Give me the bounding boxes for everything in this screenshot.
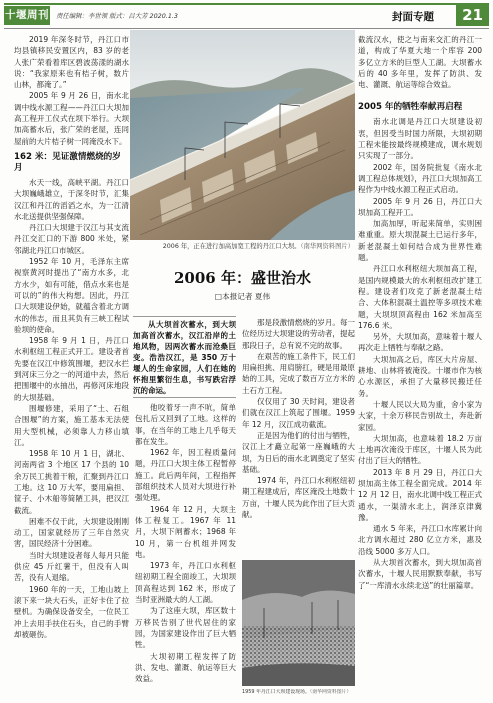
right-paragraph: 南水北调是丹江口大坝建设初衷，但因受当时国力所限，大坝初期工程未能按最终规模建成，调水规划只实现了一部分。: [358, 117, 482, 161]
right-paragraph: 截流汉水，使之与南来交汇的丹江一道，构成了华夏大地一个库容 200 多亿立方米的巨型人工湖。大坝蓄水后的 40 多年里，发挥了防洪、发电、灌溉、航运等综合效益。: [358, 35, 482, 90]
middle-left-column: [135, 402, 236, 684]
editor-credits: 责任编辑：李世领 版式：吕大芳 2020.1.3: [56, 12, 178, 20]
bottom-photo-credit: （南华网资料图片）: [309, 689, 352, 695]
bottom-photo-caption-text: 1959 年丹江口大坝建设现场。: [242, 689, 310, 695]
historic-construction-photo: [242, 560, 355, 686]
lead-summary-box: [133, 316, 236, 398]
left-paragraph: 1952 年 10 月，毛泽东主席视察黄河时提出了“南方水多，北方水少，如有可能，借点水来也是可以的”的伟大构想。因此，丹江口大坝建设伊始，就蕴含着北方调水的伟志，而且其负有三峡工程试验坝的使命。: [14, 257, 129, 334]
right-subheading: 2005 年的牺牲奉献再启程: [358, 102, 463, 113]
header-bottom-rule: [4, 28, 489, 29]
left-paragraph: 丹江口大坝建于汉江与其支流丹江交汇口的下游 800 米处，紧邻湖北丹江口市城区。: [14, 223, 129, 255]
right-paragraph: 另外，大坝加高，意味着十堰人再次走上牺牲与奉献之路。: [358, 332, 482, 353]
right-paragraph: 加高加厚，听起来简单，实则困难重重。原大坝混凝土已运行多年，新老混凝土如何结合成为世界性难题。: [358, 219, 482, 263]
right-paragraph: 丹江口水利枢纽大坝加高工程，是国内规模最大的水利枢纽改扩建工程。建设者们攻克了新老混凝土结合、大体积混凝土温控等多项技术难题，大坝坝顶高程由 162 米加高至 176.6 米。: [358, 264, 482, 330]
top-photo-caption: [140, 243, 354, 251]
right-paragraph: 大坝加高，也意味着 18.2 万亩土地再次淹没于库区，十堰人民为此付出了巨大的牺牲。: [358, 433, 482, 466]
dam-photo-illustration: [130, 30, 355, 240]
middle-left-paragraph: 1973 年，丹江口水利枢纽初期工程全面竣工，大坝坝顶高程达到 162 米，形成了当时亚洲最大的人工湖。: [135, 561, 236, 605]
section-masthead: 十堰周刊: [4, 6, 50, 25]
left-column-intro: [14, 34, 129, 147]
header-top-rule: [4, 3, 489, 5]
article-title: 2006 年：盛世治水: [174, 269, 311, 287]
middle-left-paragraph: 1964 年 12 月，大坝主体工程复工。1967 年 11 月，大坝下闸蓄水；1968 年 10 月，第一台机组并网发电。: [135, 504, 236, 559]
right-paragraph: 十堰人民以大局为重，舍小家为大家，十余万移民告别故土，奔赴新家园。: [358, 399, 482, 432]
top-photo-credit: （南华网资料图片）: [300, 243, 354, 250]
left-column: [14, 34, 129, 640]
right-paragraph: 通水 5 年来，丹江口水库累计向北方调水超过 280 亿立方米，惠及沿线 5000 多万人口。: [358, 524, 482, 556]
right-paragraph: 大坝加高之后，库区大片房屋、耕地、山林将被淹没。十堰市作为核心水源区，承担了大量移民搬迁任务。: [358, 354, 482, 398]
article-byline: □本报记者 夏伟: [214, 292, 271, 301]
bottom-photo-caption: [242, 689, 355, 696]
foreground-earth: [242, 663, 355, 686]
middle-left-paragraph: 他咬着牙一声不吭，简单包扎后又回到了工地。这样的事，在当年的工地上几乎每天都在发生。: [135, 403, 236, 446]
right-column-intro: [358, 34, 482, 90]
left-column-body: [14, 177, 129, 640]
right-column: [358, 34, 482, 591]
middle-right-paragraph: 那是段激情燃烧的岁月。每一位经历过大坝建设的劳动者，提起那段日子，总有说不完的故事。: [242, 318, 355, 350]
middle-left-paragraph: 1962 年，因工程质量问题，丹江口大坝主体工程暂停施工。此后两年间，工程指挥部组织技术人员对大坝进行补强处理。: [135, 448, 236, 503]
middle-right-paragraph: 仅仅用了 30 天时间，建设者们就在汉江上筑起了围堰。1959 年 12 月，汉江成功截流。: [242, 397, 355, 429]
middle-left-paragraph: 大坝初期工程发挥了防洪、发电、灌溉、航运等巨大效益。: [135, 651, 236, 684]
left-subheading: 162 米：见证激情燃烧的岁月: [14, 151, 121, 173]
right-column-body: [358, 116, 482, 590]
middle-right-paragraph: 在艰苦的施工条件下，民工们用扁担挑、用肩膀扛，硬是用最原始的工具，完成了数百万立方米的土石方工程。: [242, 351, 355, 395]
middle-right-paragraph: 1974 年，丹江口水利枢纽初期工程建成后，库区淹没土地数十万亩，十堰人民为此作出了巨大贡献。: [242, 476, 355, 520]
left-paragraph: 2005 年 9 月 26 日，南水北调中线水源工程——丹江口大坝加高工程开工仪式在坝下举行。大坝加高蓄水后，张广荣的老屋，连同屋前的大片桔子树一同淹没水下。: [14, 91, 129, 146]
right-paragraph: 从大坝首次蓄水，到大坝加高首次蓄水，十堰人民用默默奉献，书写了“一库清水永续北送”的壮丽篇章。: [358, 558, 482, 590]
left-paragraph: 1960 年的一天，工地山坡上滚下来一块大石头，正好卡住了拉壁机。为确保设备安全，一位民工冲上去用手扶住石头，自己的手臂却被砸伤。: [14, 584, 129, 639]
left-paragraph: 2019 年深冬时节，丹江口市均县镇移民安置区内，83 岁的老人张广荣看着库区碧波荡漾的湖水说：“我家原来也有桔子树，数片山林，都淹了。”: [14, 35, 129, 90]
middle-left-paragraph: 为了这座大坝，库区数十万移民告别了世代居住的家园，为国家建设作出了巨大牺牲。: [135, 606, 236, 650]
worker-crowd: [242, 626, 355, 670]
right-paragraph: 2002 年，国务院批复《南水北调工程总体规划》，丹江口大坝加高工程作为中线水源工程正式启动。: [358, 162, 482, 195]
page-number: 21: [456, 4, 489, 26]
left-paragraph: 困难不仅于此，大坝建设刚刚动工，国家就经历了三年自然灾害，国民经济十分困难。: [14, 516, 129, 549]
left-paragraph: 1958 年 10 月 1 日，湖北、河南两省 3 个地区 17 个县的 10 余万民工挑着干粮，汇聚到丹江口工地。这 10 万大军，要用扁担、筐子、小木船等简陋工具，把汉江截流。: [14, 449, 129, 515]
lead-summary-text: 从大坝首次蓄水，到大坝加高首次蓄水，汉江沿岸的土地风物，因两次蓄水而沧桑巨变。浩浩汉江，是 350 万十堰人的生命家园，人们在她的怀抱里繁衍生息，书写跌宕浮沉的命运。: [133, 320, 236, 395]
right-paragraph: 2013 年 8 月 29 日，丹江口大坝加高主体工程全面完成。2014 年 12 月 12 日，南水北调中线工程正式通水，一渠清水北上，润泽京津冀豫。: [358, 467, 482, 522]
page-topic: 封面专题: [392, 11, 434, 23]
top-photo-caption-text: 2006 年，正在进行加高加宽工程的丹江口大坝。: [162, 243, 301, 250]
historic-photo-illustration: [242, 560, 355, 686]
left-paragraph: 水天一线，高峡平湖。丹江口大坝巍峨雄立，于深冬时节，汇集汉江和丹江的滔滔之水，为一江清水北送提供坚强保障。: [14, 177, 129, 221]
right-paragraph: 2005 年 9 月 26 日，丹江口大坝加高工程开工。: [358, 196, 482, 217]
dam-construction-photo: [130, 30, 355, 240]
left-paragraph: 1958 年 9 月 1 日，丹江口水利枢纽工程正式开工。建设者首先要在汉江中修筑围堰，把汉水拦到河床三分之一的河道中去，然后把围堰中的水抽出，再修河床地段的大坝基础。: [14, 336, 129, 402]
left-paragraph: 围堰修建，采用了“土、石组合围堰”的方案，施工基本无法使用大型机械，必须靠人力移山填江。: [14, 403, 129, 447]
middle-right-column: [242, 317, 355, 520]
middle-right-paragraph: 正是因为他们的付出与牺牲，汉江上才矗立起第一座巍峨的大坝，为日后的南水北调奠定了坚实基础。: [242, 430, 355, 474]
left-paragraph: 当时大坝建设者每人每月只能供应 45 斤红薯干，但没有人叫苦，没有人退缩。: [14, 550, 129, 583]
